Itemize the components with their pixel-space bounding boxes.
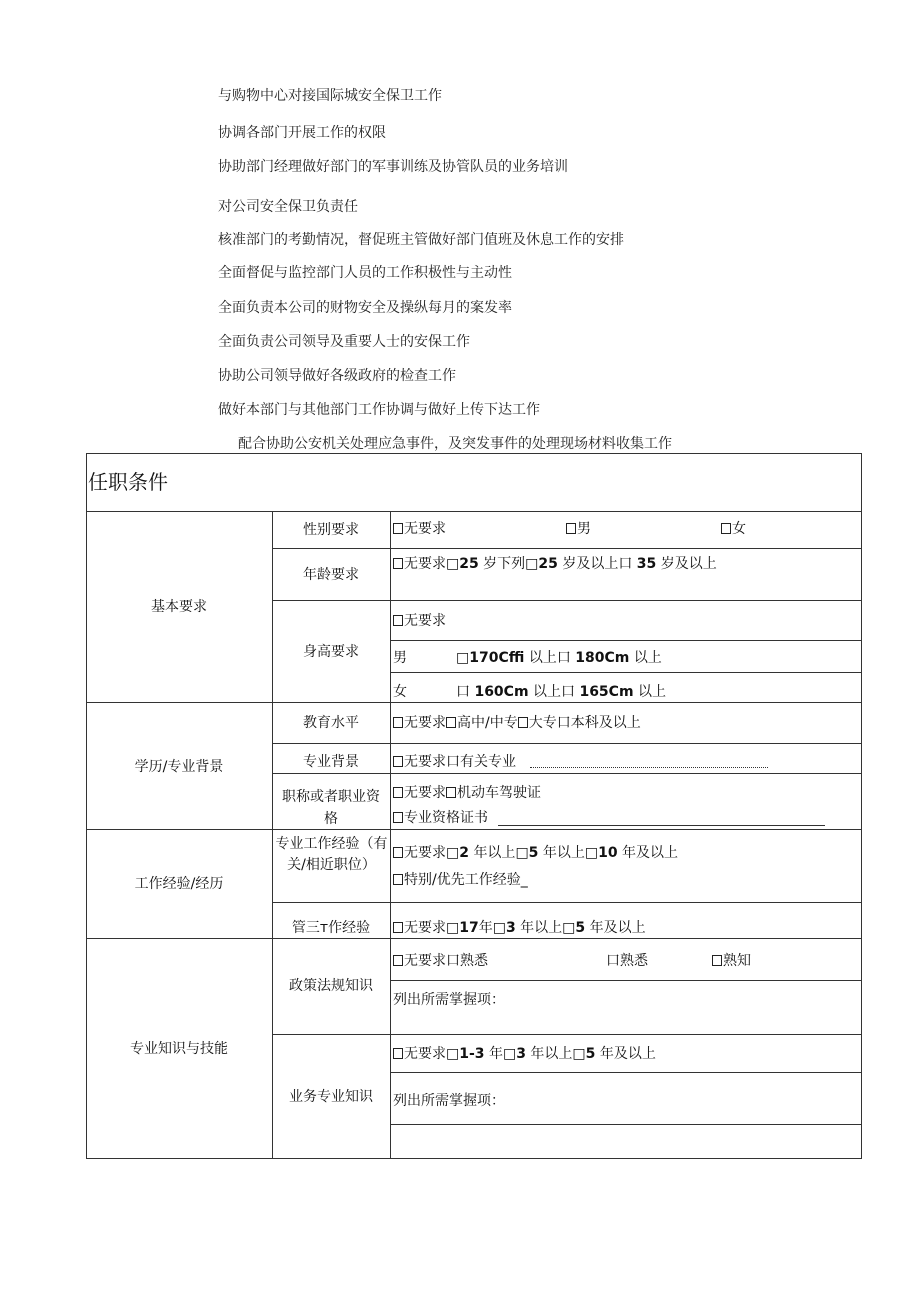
checkbox[interactable] (393, 812, 403, 823)
col-divider (272, 511, 273, 1159)
business-options[interactable]: 无要求□1-3 年□3 年以上□5 年及以上 (393, 1045, 656, 1063)
group-label-experience: 工作经验/经历 (134, 876, 224, 892)
duty-line: 对公司安全保卫负责任 (218, 199, 358, 215)
duty-line: 配合协助公安机关处理应急事件，及突发事件的处理现场材料收集工作 (238, 436, 672, 452)
policy-list-label[interactable]: 列出所需掌握项： (393, 992, 505, 1008)
work-exp-options[interactable]: 无要求□2 年以上□5 年以上□10 年及以上 (393, 844, 678, 862)
duty-line: 协调各部门开展工作的权限 (218, 125, 386, 141)
cert-options[interactable]: 无要求 机动车驾驶证 (393, 784, 541, 802)
label-business: 业务专业知识 (289, 1089, 373, 1105)
row-divider (86, 511, 862, 512)
table-title: 任职条件 (88, 470, 168, 494)
checkbox[interactable] (393, 615, 403, 626)
col-divider (390, 511, 391, 1159)
checkbox[interactable] (393, 756, 403, 767)
label-edu-level: 教育水平 (303, 715, 359, 731)
checkbox[interactable] (393, 787, 403, 798)
row-divider (86, 938, 862, 939)
label-height: 身高要求 (303, 644, 359, 660)
label-major: 专业背景 (303, 754, 359, 770)
mgmt-exp-options[interactable]: 无要求□17年□3 年以上□5 年及以上 (393, 919, 646, 937)
requirements-table (86, 453, 862, 1159)
cert-professional[interactable]: 专业资格证书 (393, 809, 488, 827)
duty-line: 全面负责本公司的财物安全及操纵每月的案发率 (218, 300, 512, 316)
height-female-label: 女 (393, 684, 407, 700)
label-gender: 性别要求 (303, 522, 359, 538)
duty-line: 全面督促与监控部门人员的工作积极性与主动性 (218, 265, 512, 281)
row-divider (390, 980, 862, 981)
major-fill-line[interactable] (530, 767, 768, 768)
row-divider (390, 1072, 862, 1073)
duty-line: 协助部门经理做好部门的军事训练及协管队员的业务培训 (218, 159, 568, 175)
row-divider (272, 1034, 862, 1035)
row-divider (390, 640, 862, 641)
height-male-label: 男 (393, 650, 407, 666)
policy-option-know[interactable]: 熟知 (712, 952, 751, 970)
height-male-options[interactable]: □170Cffi 以上口 180Cm 以上 (456, 650, 662, 666)
row-divider (272, 743, 862, 744)
cert-fill-line[interactable] (498, 825, 825, 826)
checkbox[interactable] (393, 874, 403, 885)
row-divider (86, 702, 862, 703)
table-border (86, 1158, 862, 1159)
age-options[interactable]: 无要求□25 岁下列□25 岁及以上口 35 岁及以上 (393, 555, 717, 573)
gender-option-female[interactable]: 女 (721, 520, 746, 538)
checkbox[interactable] (393, 847, 403, 858)
height-option-none[interactable]: 无要求 (393, 612, 446, 630)
group-label-basic: 基本要求 (151, 599, 207, 615)
row-divider (86, 829, 862, 830)
checkbox[interactable] (393, 717, 403, 728)
work-exp-special[interactable]: 特别/优先工作经验_ (393, 871, 528, 889)
label-mgmt-exp: 管三т作经验 (291, 920, 371, 936)
checkbox[interactable] (446, 787, 456, 798)
duty-line: 协助公司领导做好各级政府的检查工作 (218, 368, 456, 384)
duty-line: 全面负责公司领导及重要人士的安保工作 (218, 334, 470, 350)
policy-option-familiar[interactable]: 口熟悉 (606, 953, 648, 969)
label-work-exp: 专业工作经验（有关/相近职位） (275, 836, 388, 873)
table-border (86, 453, 862, 454)
checkbox[interactable] (518, 717, 528, 728)
checkbox[interactable] (712, 955, 722, 966)
group-label-education: 学历/专业背景 (134, 759, 224, 775)
checkbox[interactable] (393, 558, 403, 569)
duty-line: 做好本部门与其他部门工作协调与做好上传下达工作 (218, 402, 540, 418)
checkbox[interactable] (721, 523, 731, 534)
checkbox[interactable] (446, 717, 456, 728)
label-cert: 职称或者职业资格 (282, 789, 380, 827)
label-age: 年龄要求 (303, 567, 359, 583)
checkbox[interactable] (393, 1048, 403, 1059)
group-label-knowledge: 专业知识与技能 (130, 1041, 228, 1057)
height-female-options[interactable]: 口 160Cm 以上口 165Cm 以上 (456, 684, 666, 700)
edu-level-options[interactable]: 无要求 高中/中专 大专口本科及以上 (393, 714, 641, 732)
row-divider (390, 1124, 862, 1125)
business-list-label[interactable]: 列出所需掌握项： (393, 1093, 505, 1109)
checkbox[interactable] (393, 523, 403, 534)
row-divider (272, 773, 862, 774)
major-options[interactable]: 无要求口有关专业 (393, 753, 516, 771)
policy-option-none[interactable]: 无要求口熟悉 (393, 952, 488, 970)
gender-option-male[interactable]: 男 (566, 520, 591, 538)
checkbox[interactable] (566, 523, 576, 534)
label-policy: 政策法规知识 (289, 978, 373, 994)
table-border (861, 453, 862, 1159)
checkbox[interactable] (393, 955, 403, 966)
duty-line: 核准部门的考勤情况，督促班主管做好部门值班及休息工作的安排 (218, 232, 624, 248)
row-divider (272, 548, 862, 549)
row-divider (272, 600, 862, 601)
row-divider (390, 672, 862, 673)
row-divider (272, 902, 862, 903)
checkbox[interactable] (393, 922, 403, 933)
duty-line: 与购物中心对接国际城安全保卫工作 (218, 88, 442, 104)
gender-option-none[interactable]: 无要求 (393, 520, 446, 538)
